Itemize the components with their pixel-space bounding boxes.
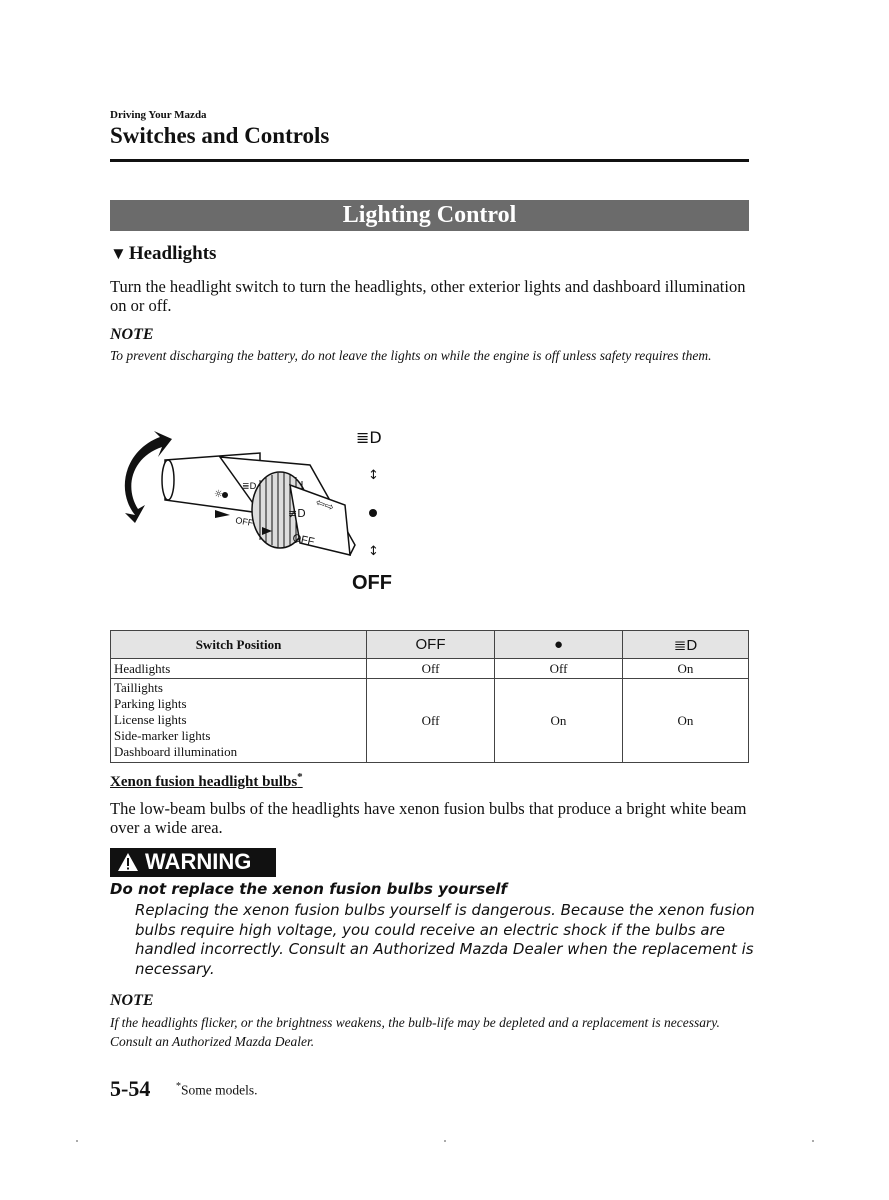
page-title: Switches and Controls [110,123,330,148]
switch-position-table [110,630,749,763]
table-cell: On [495,679,623,763]
note-text: To prevent discharging the battery, do not leave the lights on while the engine is off unless safety requires them. [110,348,712,363]
footnote-star: * [176,1081,181,1092]
footnote-text: Some models. [181,1082,258,1098]
row-label-line: Parking lights [114,696,187,711]
table-row-label [111,679,367,763]
table-header-cell: ≣D [623,631,749,659]
note-label: NOTE [110,992,154,1009]
table-header-cell: ● [495,631,623,659]
crop-mark [76,1140,78,1142]
headlight-knob-icon: ≣D [242,482,257,492]
table-cell: Off [495,659,623,679]
xenon-heading [110,771,303,791]
lighting-control-banner: Lighting Control [110,200,749,231]
knob-off-label: OFF [234,515,255,529]
table-cell: Off [367,659,495,679]
table-header-cell: OFF [367,631,495,659]
crop-mark [444,1140,446,1142]
warning-label: WARNING [145,849,252,874]
table-cell: Off [367,679,495,763]
table-cell: On [623,659,749,679]
off-position-label: OFF [352,572,392,594]
table-row-label: Headlights [111,659,367,679]
warning-heading: Do not replace the xenon fusion bulbs yourself [110,880,508,898]
title-rule [110,159,749,162]
headlights-heading-text: Headlights [128,243,217,264]
headlight-switch-diagram [110,415,410,605]
note-label: NOTE [110,326,154,343]
stalk-off-label: OFF [291,532,316,549]
row-label-line: Dashboard illumination [114,744,238,759]
warning-text: Replacing the xenon fusion bulbs yourself is dangerous. Because the xenon fusion bulbs require high voltage, you could receive an electric shock if the bulbs are handled incorrectly. Consult an Authorized Mazda Dealer when the replacement is necessary. [135,901,755,978]
parking-position-dot [369,509,377,517]
page-number: 5-54 [110,1076,151,1101]
row-label-line: Taillights [114,680,163,695]
footnote-star: * [297,771,303,783]
xenon-heading-text: Xenon fusion headlight bulbs [110,774,298,790]
triangle-down-icon: ▼ [110,244,127,263]
updown-arrow-icon: ↕ [368,544,379,559]
section-label: Driving Your Mazda [110,109,207,121]
headlight-on-icon: ≣D [356,428,382,447]
row-label-line: License lights [114,712,187,727]
table-header-cell: Switch Position [111,631,367,659]
row-label-line: Side-marker lights [114,728,211,743]
xenon-text: The low-beam bulbs of the headlights have xenon fusion bulbs that produce a bright white beam over a wide area. [110,799,747,837]
table-cell: On [623,679,749,763]
crop-mark [812,1140,814,1142]
turn-signal-icon: ⇦⇨ [313,495,336,515]
warning-triangle-icon [117,852,139,872]
fog-light-icon: ≢D [288,507,306,520]
footnote [176,1081,258,1099]
table-row [111,659,749,679]
table-row [111,679,749,763]
updown-arrow-icon: ↕ [368,468,379,483]
note-text: If the headlights flicker, or the brightness weakens, the bulb-life may be depleted and a replacement is necessary. Consult an Authorized Mazda Dealer. [110,1015,720,1049]
sun-icon: ☼ [214,489,223,500]
headlights-intro: Turn the headlight switch to turn the headlights, other exterior lights and dashboard illumination on or off. [110,277,746,315]
warning-badge [110,848,276,877]
headlights-heading [110,243,216,265]
